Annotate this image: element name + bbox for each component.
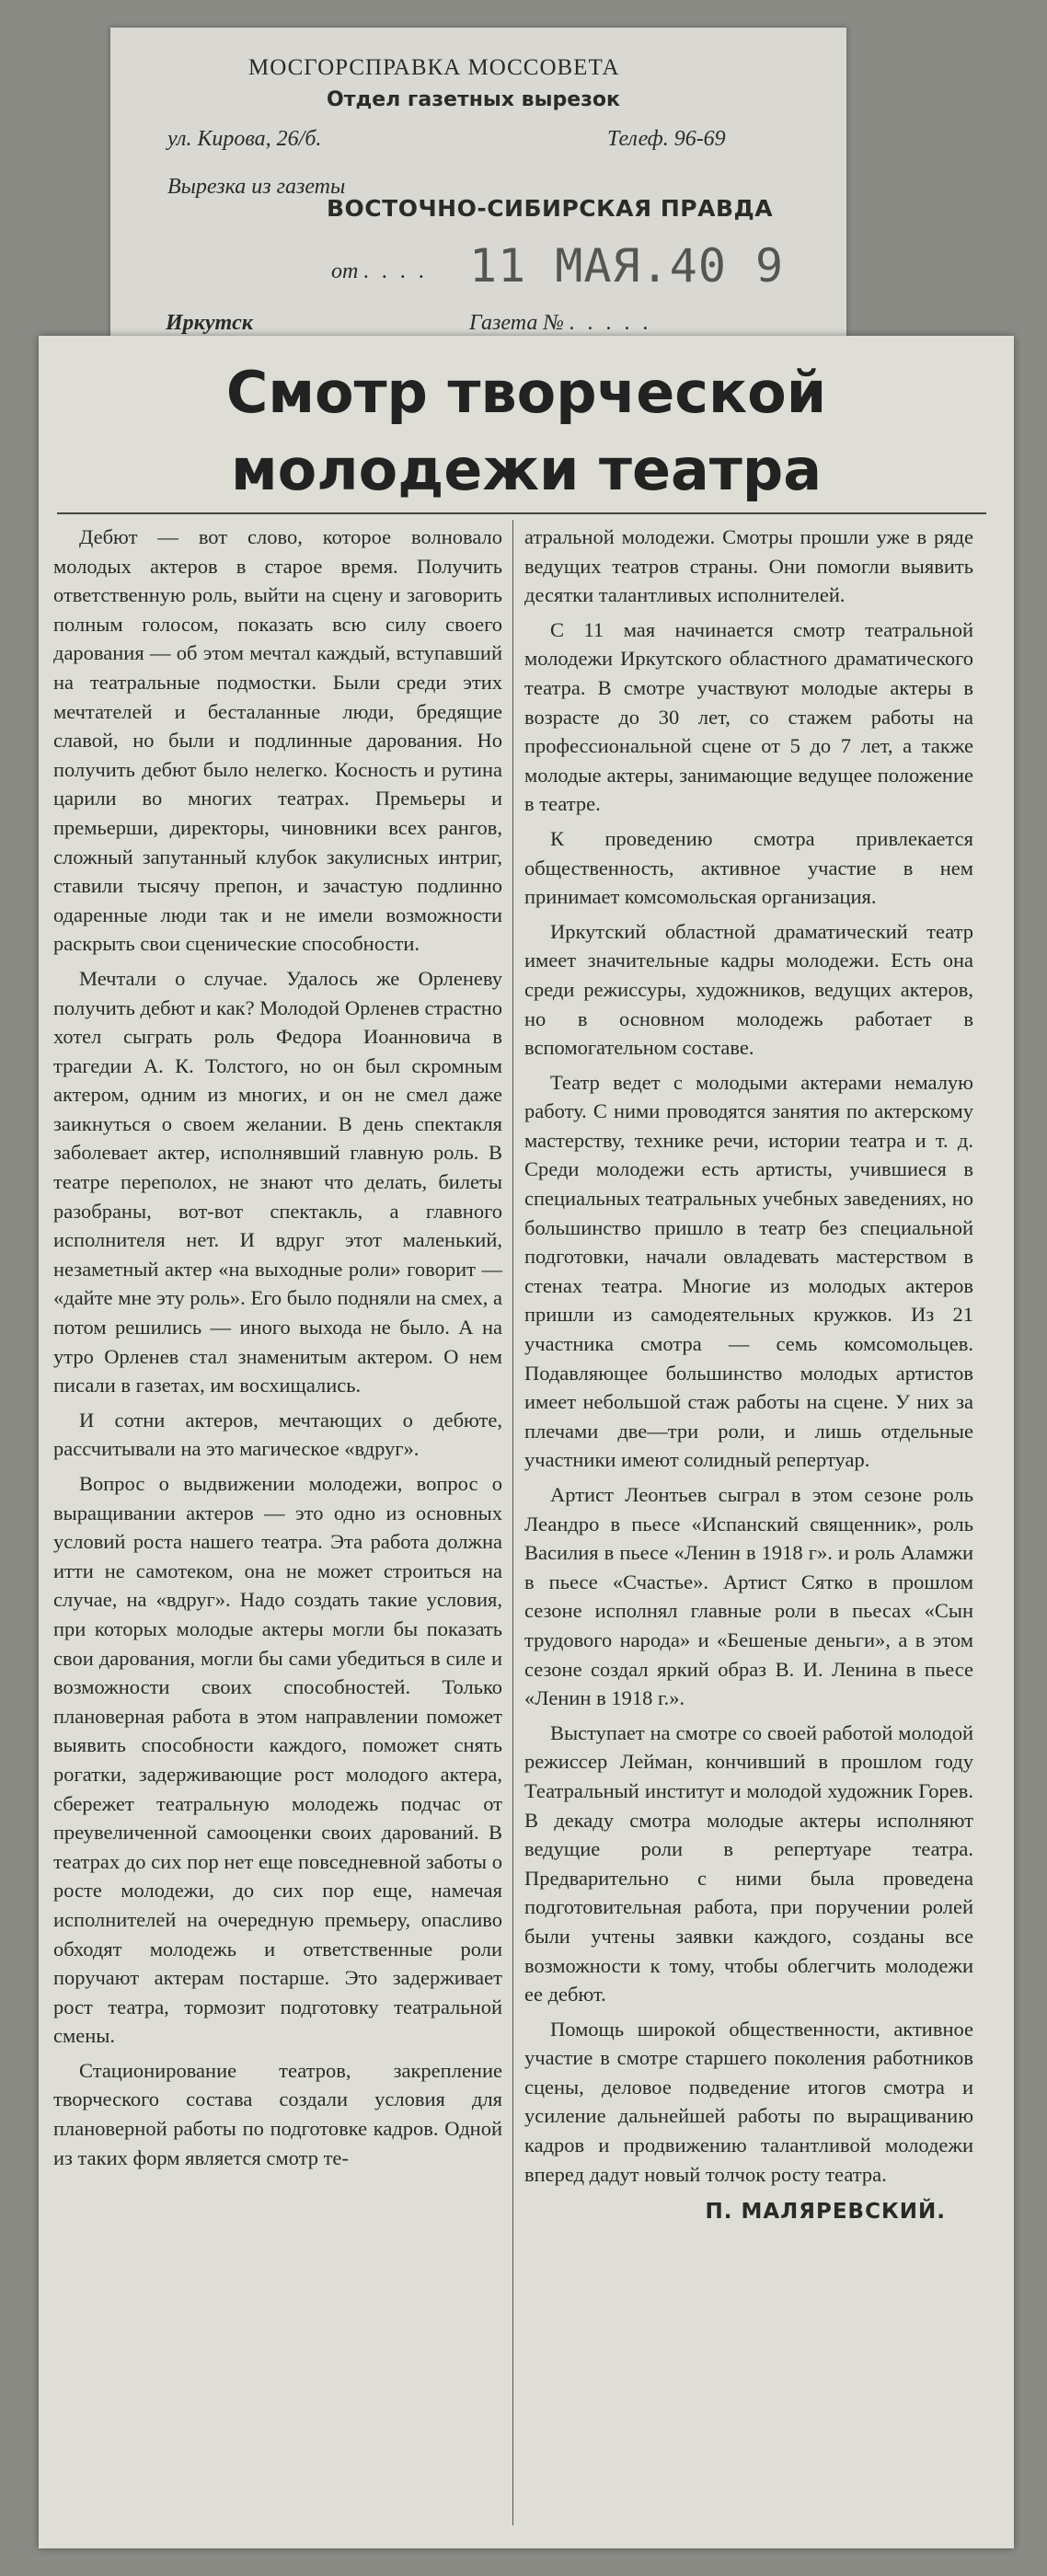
issue-number-label: Газета № . . . . . [469, 311, 653, 335]
paragraph: Артист Леонтьев сыграл в этом сезоне роль Леандро в пьесе «Испанский священник», роль Василия в пьесе «Ленин в 1918 г». и роль Аламжи в пьесе «Счастье». Артист Сятко в прошлом сезоне исполнял главные роли в пьесах «Сын трудового народа» и «Бешеные деньги», а в этом сезоне создал яркий образ В. И. Ленина в пьесе «Ленин в 1918 г.». [524, 1483, 973, 1710]
paragraph: атральной молодежи. Смотры прошли уже в ряде ведущих театров страны. Они помогли выявить десятки талантливых исполнителей. [524, 525, 973, 607]
article-author: П. МАЛЯРЕВСКИЙ. [705, 2200, 946, 2225]
paragraph: Мечтали о случае. Удалось же Орленеву получить дебют и как? Молодой Орленев страстно хотел сыграть роль Федора Иоанновича в трагедии А. К. Толстого, но он был скромным актером, одним из многих, и он не смел даже заикнуться о своем желании. В день спектакля заболевает актер, исполнявший главную роль. В театре переполох, не знают что делать, билеты разобраны, вот-вот спектакль, а главного исполнителя нет. И вдруг этот маленький, незаметный актер «на выходные роли» говорит — «дайте мне эту роль». Его было подняли на смех, а потом решились — иного выхода не было. А на утро Орленев стал знаменитым актером. О нем писали в газетах, им восхищались. [53, 966, 502, 1397]
address: ул. Кирова, 26/б. [167, 127, 322, 151]
headline-rule [57, 512, 986, 514]
clipping-service-header [110, 28, 846, 359]
city-name: Иркутск [166, 311, 253, 335]
phone-number: Телеф. 96-69 [607, 127, 726, 151]
paragraph: Выступает на смотре со своей работой молодой режиссер Лейман, кончивший в прошлом году Театральный институт и молодой художник Горев. В декаду смотра молодые актеры исполняют ведущие роли в репертуаре театра. Предварительно с ними была проведена подготовительная работа, при поручении ролей были учтены заявки каждого, созданы все возможности к тому, чтобы облегчить молодежи ее дебют. [524, 1720, 973, 2007]
org-name: МОСГОРСПРАВКА МОССОВЕТА [248, 55, 620, 80]
date-stamp: 11 МАЯ.40 9 [469, 239, 785, 293]
paragraph: Помощь широкой общественности, активное участие в смотре старшего поколения работников сцены, деловое подведение итогов смотра и усиление дальнейшей работы по выращиванию кадров и продвижению талантливой молодежи вперед дадут новый толчок росту театра. [524, 2017, 973, 2186]
paragraph: Иркутский областной драматический театр имеет значительные кадры молодежи. Есть она среди режиссуры, художников, ведущих актеров, но в основном молодежь работает в вспомогательном составе. [524, 919, 973, 1060]
article-headline [39, 354, 1014, 509]
paragraph: Театр ведет с молодыми актерами немалую работу. С ними проводятся занятия по актерскому мастерству, технике речи, истории театра и т. д. Среди молодежи есть артисты, учившиеся в специальных театральных учебных заведениях, но большинство пришло в театр без специальной подготовки, начали овладевать мастерством в стенах театра. Многие из молодых актеров пришли из самодеятельных кружков. Из 21 участника смотра — семь комсомольцев. Подавляющее большинство молодых артистов имеет небольшой стаж работы на сцене. У них за плечами две—три роли, и лишь отдельные участники имеют солидный репертуар. [524, 1070, 973, 1472]
article-column-right [524, 523, 973, 2227]
paragraph: Стационирование театров, закрепление творческого состава создали условия для плановерной работы по подготовке кадров. Одной из таких форм является смотр те- [53, 2058, 502, 2169]
date-label-text: от [331, 259, 359, 283]
clip-label: Вырезка из газеты [167, 175, 346, 199]
paragraph: К проведению смотра привлекается общественность, активное участие в нем принимает комсомольская организация. [524, 826, 973, 909]
headline-line-1: Смотр творческой [225, 359, 827, 426]
newspaper-clipping [39, 336, 1014, 2548]
department-name: Отдел газетных вырезок [327, 88, 620, 111]
issue-label-text: Газета № [469, 311, 565, 335]
paragraph: С 11 мая начинается смотр театральной молодежи Иркутского областного драматического театра. В смотре участвуют молодые актеры в возрасте до 30 лет, со стажем работы на профессиональной сцене от 5 до 7 лет, а также молодые актеры, занимающие ведущее положение в театре. [524, 617, 973, 816]
paragraph: И сотни актеров, мечтающих о дебюте, рассчитывали на это магическое «вдруг». [53, 1408, 502, 1461]
paragraph: Дебют — вот слово, которое волновало молодых актеров в старое время. Получить ответственную роль, выйти на сцену и заговорить полным голосом, показать всю силу своего дарования — об этом мечтал каждый, вступавший на театральные подмостки. Были среди этих мечтателей и бесталанные люди, бредящие славой, но были и подлинные дарования. Но получить дебют было нелегко. Косность и рутина царили во многих театрах. Премьеры и премьерши, директоры, чиновники всех рангов, сложный запутанный клубок закулисных интриг, ставили тысячу препон, и зачастую подлинно одаренные люди так и не имели возможности раскрыть свои сценические способности. [53, 525, 502, 956]
article-column-left [53, 523, 502, 2178]
headline-line-2: молодежи театра [230, 436, 823, 503]
date-label: от . . . . [331, 259, 429, 283]
column-divider [512, 520, 513, 2525]
paragraph: Вопрос о выдвижении молодежи, вопрос о выращивании актеров — это одно из основных условий роста нашего театра. Эта работа должна итти не самотеком, она не может строиться на случае, на «вдруг». Надо создать такие условия, при которых молодые актеры могли бы показать свои дарования, могли бы сами убедиться в силе и возможности своих способностей. Только плановерная работа в этом направлении поможет выявить способности каждого, поможет снять рогатки, задерживающие рост молодого актера, сбережет театральную молодежь подчас от преувеличенной самооценки своих дарований. В театрах до сих пор нет еще повседневной заботы о росте молодежи, до сих пор еще, намечая исполнителей на очередную премьеру, опасливо обходят молодежь и ответственные роли поручают актерам постарше. Это задерживает рост театра, тормозит подготовку театральной смены. [53, 1472, 502, 2048]
newspaper-name: ВОСТОЧНО-СИБИРСКАЯ ПРАВДА [327, 195, 774, 222]
